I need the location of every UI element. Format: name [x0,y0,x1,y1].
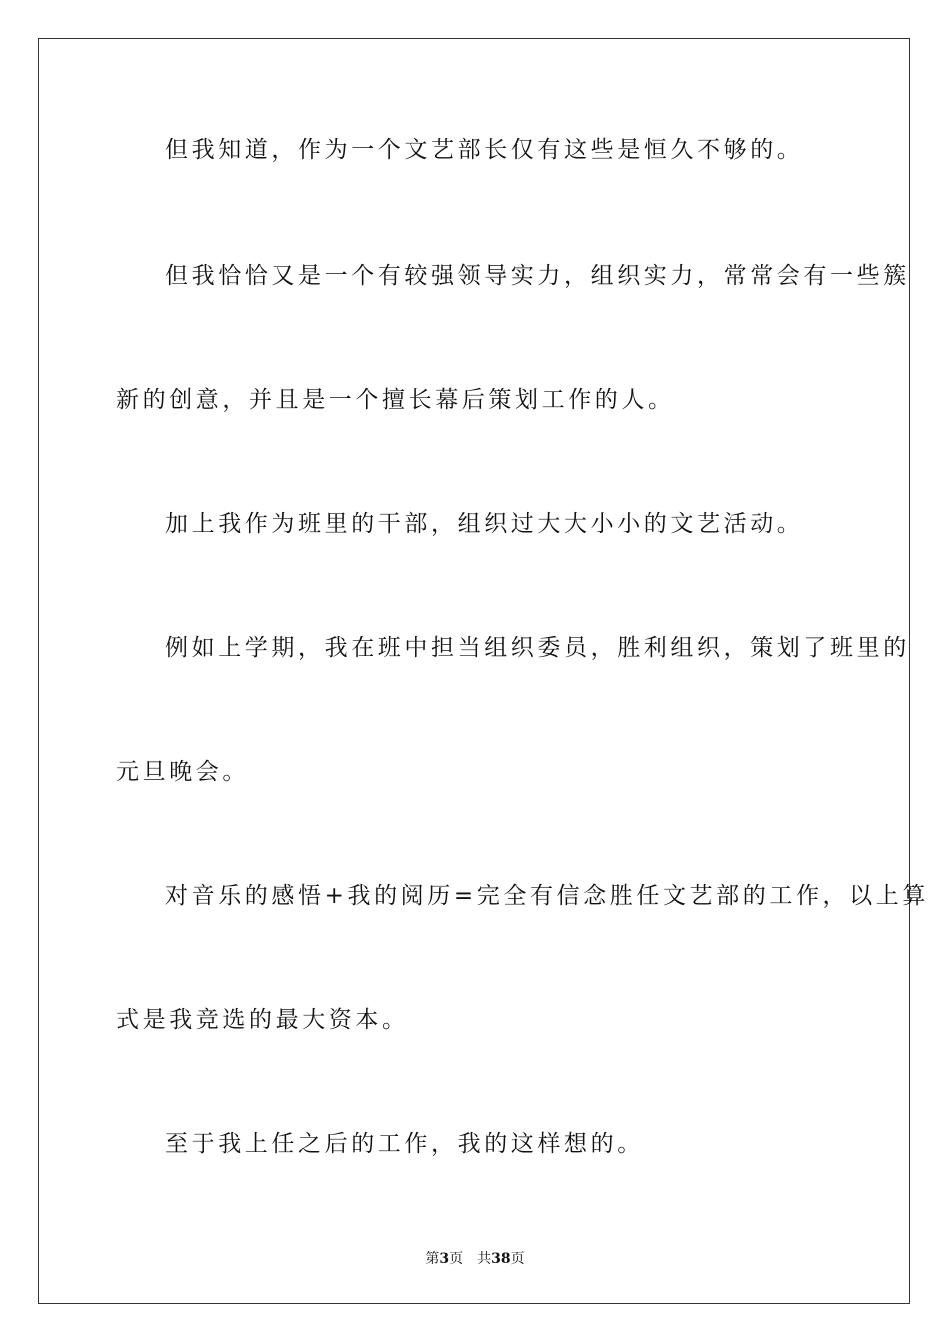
paragraph-line: 对音乐的感悟+我的阅历=完全有信念胜任文艺部的工作，以上算 [165,883,929,909]
page-total-number: 38 [491,1251,511,1267]
page-border [38,38,910,1304]
paragraph-line: 例如上学期，我在班中担当组织委员，胜利组织，策划了班里的 [165,635,910,661]
page-footer [0,1248,950,1268]
paragraph-line: 式是我竞选的最大资本。 [116,1007,409,1033]
paragraph-line: 元旦晚会。 [116,759,249,785]
page-prefix: 第 [425,1251,440,1267]
page-suffix: 页 [449,1251,464,1267]
paragraph-line: 至于我上任之后的工作，我的这样想的。 [165,1131,644,1157]
page-current-number: 3 [439,1251,450,1267]
paragraph-line: 但我恰恰又是一个有较强领导实力，组织实力，常常会有一些簇 [165,263,910,289]
total-suffix: 页 [510,1251,525,1267]
paragraph-line: 但我知道，作为一个文艺部长仅有这些是恒久不够的。 [165,137,804,163]
total-prefix: 共 [477,1251,492,1267]
paragraph-line: 加上我作为班里的干部，组织过大大小小的文艺活动。 [165,511,804,537]
paragraph-line: 新的创意，并且是一个擅长幕后策划工作的人。 [116,387,675,413]
